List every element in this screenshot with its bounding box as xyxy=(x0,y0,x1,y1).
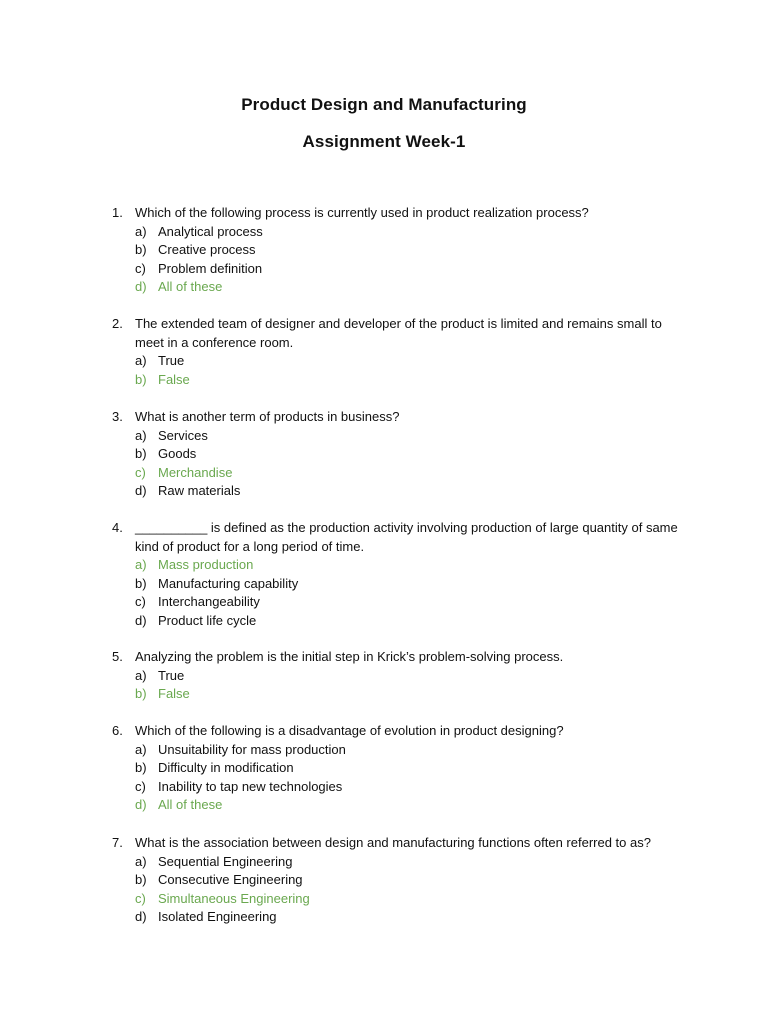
answer-option xyxy=(0,908,768,927)
option-text: Interchangeability xyxy=(158,594,260,610)
option-text: Unsuitability for mass production xyxy=(158,741,346,757)
option-text: Consecutive Engineering xyxy=(158,872,303,888)
question-text: Which of the following is a disadvantage of evolution in product designing? xyxy=(135,723,564,738)
option-letter: a) xyxy=(135,557,147,573)
answer-option-correct xyxy=(0,278,768,297)
answer-option xyxy=(0,260,768,279)
option-text: Difficulty in modification xyxy=(158,760,294,776)
question-text: What is another term of products in business? xyxy=(135,409,400,424)
option-text: Product life cycle xyxy=(158,613,257,628)
question-number: 2. xyxy=(112,316,123,331)
option-letter: d) xyxy=(135,797,147,813)
question-number: 3. xyxy=(112,409,123,424)
option-letter: c) xyxy=(135,594,146,610)
option-letter: b) xyxy=(135,760,147,776)
option-letter: b) xyxy=(135,242,147,258)
option-letter: c) xyxy=(135,778,146,794)
answer-option xyxy=(0,241,768,260)
option-text: Creative process xyxy=(158,242,256,258)
option-text: Manufacturing capability xyxy=(158,575,299,591)
question-text: Which of the following process is currently used in product realization process? xyxy=(135,205,589,220)
answer-option-correct xyxy=(0,685,768,704)
option-letter: c) xyxy=(135,260,146,276)
option-text: Inability to tap new technologies xyxy=(158,778,343,794)
question-text: Analyzing the problem is the initial step in Krick’s problem-solving process. xyxy=(135,649,564,664)
answer-option xyxy=(0,575,768,594)
answer-option xyxy=(0,223,768,242)
option-letter: b) xyxy=(135,371,147,387)
question-text: What is the association between design and manufacturing functions often referred to as? xyxy=(135,835,651,850)
option-letter: a) xyxy=(135,667,147,683)
answer-option xyxy=(0,352,768,371)
option-text: True xyxy=(158,353,185,369)
answer-option xyxy=(0,445,768,464)
option-letter: d) xyxy=(135,279,147,295)
option-text: Isolated Engineering xyxy=(158,909,277,925)
option-text: Sequential Engineering xyxy=(158,853,293,869)
question-number: 5. xyxy=(112,649,123,664)
option-text: All of these xyxy=(158,797,223,813)
question-number: 6. xyxy=(112,723,123,738)
answer-option-correct xyxy=(0,371,768,390)
answer-option xyxy=(0,612,768,631)
option-letter: c) xyxy=(135,890,146,906)
option-text: Merchandise xyxy=(158,464,233,480)
option-text: True xyxy=(158,667,185,683)
answer-option-correct xyxy=(0,890,768,909)
answer-option xyxy=(0,593,768,612)
answer-option xyxy=(0,871,768,890)
option-letter: b) xyxy=(135,575,147,591)
answer-option xyxy=(0,853,768,872)
option-text: Mass production xyxy=(158,557,254,573)
answer-option xyxy=(0,427,768,446)
option-letter: a) xyxy=(135,353,147,369)
option-letter: a) xyxy=(135,427,147,443)
option-text: Simultaneous Engineering xyxy=(158,890,310,906)
document-subtitle: Assignment Week-1 xyxy=(302,132,466,151)
option-letter: b) xyxy=(135,872,147,888)
option-text: Analytical process xyxy=(158,223,263,239)
option-text: All of these xyxy=(158,279,223,295)
option-letter: a) xyxy=(135,853,147,869)
option-text: False xyxy=(158,686,190,702)
answer-option xyxy=(0,778,768,797)
option-letter: b) xyxy=(135,446,147,462)
question-number: 1. xyxy=(112,205,123,220)
answer-option xyxy=(0,482,768,501)
question-number: 4. xyxy=(112,520,123,535)
option-text: False xyxy=(158,371,190,387)
answer-option xyxy=(0,759,768,778)
option-letter: d) xyxy=(135,909,147,925)
question-text: __________ is defined as the production activity involving production of large quantity of same kind of product for a long period of time. xyxy=(135,520,678,554)
option-letter: d) xyxy=(135,483,147,499)
question-text: The extended team of designer and developer of the product is limited and remains small to meet in a conference room. xyxy=(135,316,662,350)
option-text: Goods xyxy=(158,446,197,462)
document-title: Product Design and Manufacturing xyxy=(241,95,527,114)
answer-option xyxy=(0,741,768,760)
option-letter: a) xyxy=(135,223,147,239)
option-letter: b) xyxy=(135,686,147,702)
answer-option xyxy=(0,667,768,686)
option-letter: a) xyxy=(135,741,147,757)
answer-option-correct xyxy=(0,796,768,815)
answer-option-correct xyxy=(0,556,768,575)
option-letter: c) xyxy=(135,464,146,480)
option-text: Raw materials xyxy=(158,483,241,499)
option-text: Services xyxy=(158,427,208,443)
option-text: Problem definition xyxy=(158,260,263,276)
option-letter: d) xyxy=(135,613,147,628)
question-number: 7. xyxy=(112,835,123,850)
answer-option-correct xyxy=(0,464,768,483)
